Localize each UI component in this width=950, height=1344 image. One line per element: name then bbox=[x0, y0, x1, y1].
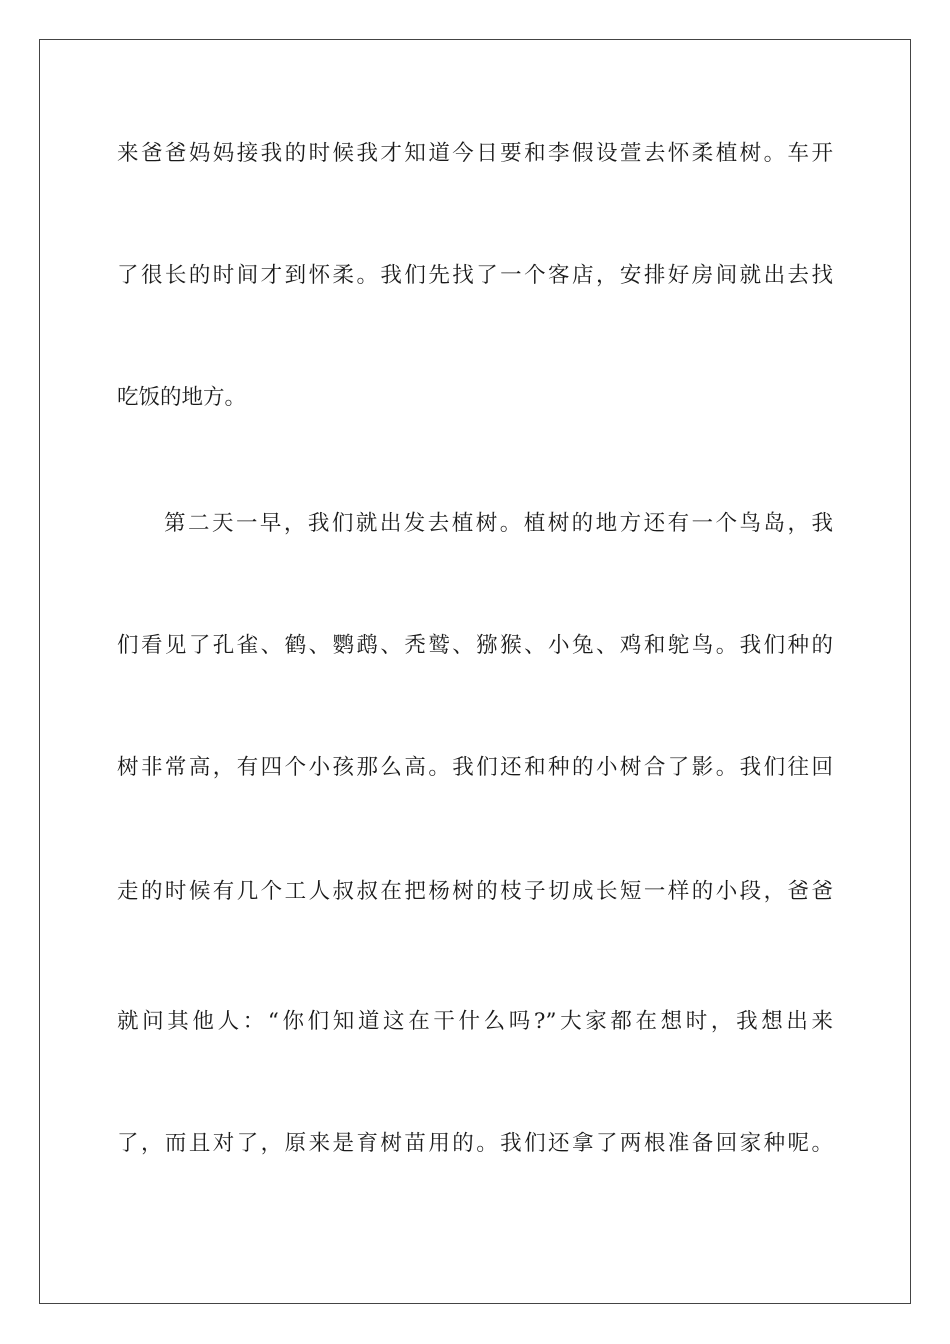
text-line-3: 吃饭的地方。 bbox=[117, 385, 247, 410]
text-line-7: 走的时候有几个工人叔叔在把杨树的枝子切成长短一样的小段，爸爸 bbox=[117, 879, 833, 904]
text-line-8: 就问其他人：“你们知道这在干什么吗?”大家都在想时，我想出来 bbox=[117, 1009, 833, 1034]
text-line-1: 来爸爸妈妈接我的时候我才知道今日要和李假设萱去怀柔植树。车开 bbox=[117, 141, 833, 166]
text-line-4: 第二天一早，我们就出发去植树。植树的地方还有一个鸟岛，我 bbox=[164, 511, 833, 536]
text-line-9: 了，而且对了，原来是育树苗用的。我们还拿了两根准备回家种呢。 bbox=[117, 1131, 833, 1156]
text-line-2: 了很长的时间才到怀柔。我们先找了一个客店，安排好房间就出去找 bbox=[117, 263, 833, 288]
page-border bbox=[39, 39, 911, 1304]
text-line-6: 树非常高，有四个小孩那么高。我们还和种的小树合了影。我们往回 bbox=[117, 755, 833, 780]
text-line-5: 们看见了孔雀、鹤、鹦鹉、秃鹫、猕猴、小兔、鸡和鸵鸟。我们种的 bbox=[117, 633, 833, 658]
